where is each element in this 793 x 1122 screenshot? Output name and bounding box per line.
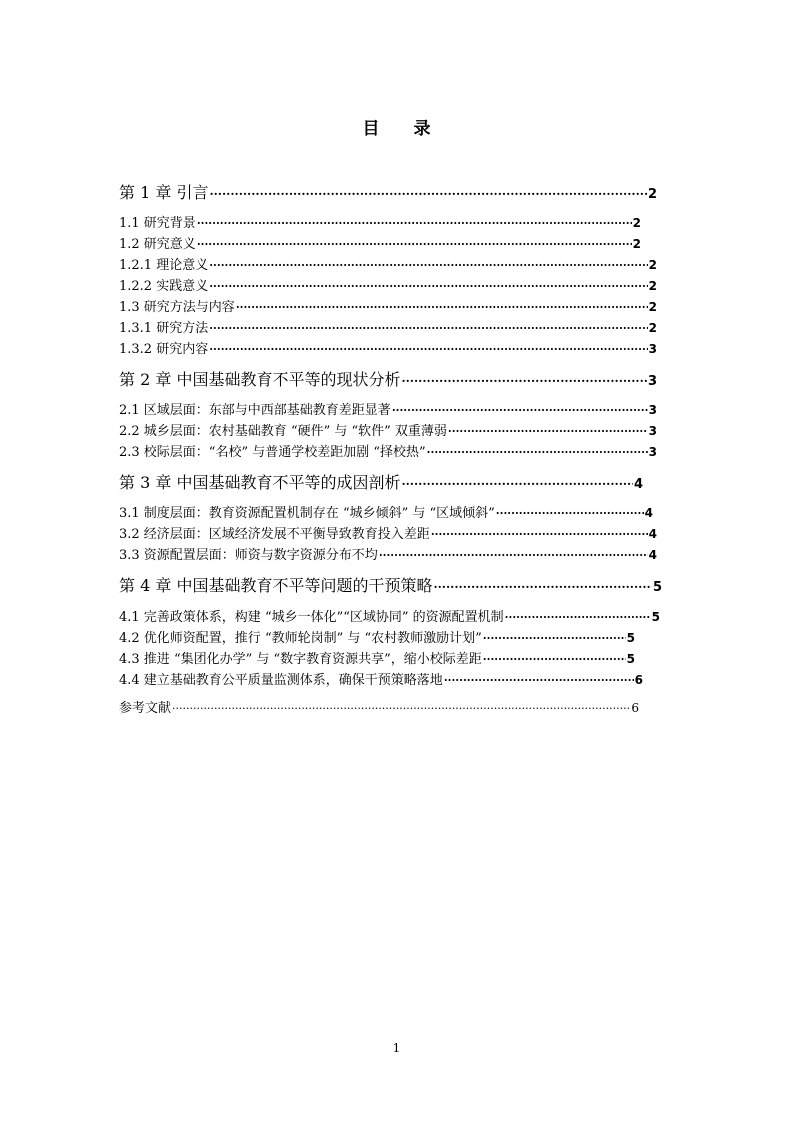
- dot-leader: [505, 610, 651, 625]
- toc-entry-page: 3: [648, 403, 657, 417]
- toc-entry-page: 3: [648, 445, 657, 459]
- toc-entry-page: 6: [634, 673, 643, 687]
- toc-entry-label: 4.4 建立基础教育公平质量监测体系，确保干预策略落地: [119, 673, 443, 688]
- toc-entry-chapter-2[interactable]: [119, 367, 657, 389]
- toc-entry-label: 1.2 研究意义: [119, 237, 196, 252]
- dot-leader: [448, 424, 648, 439]
- toc-entry-page: 2: [648, 321, 657, 335]
- toc-entry-page: 2: [632, 237, 641, 251]
- toc-entry-label: 2.2 城乡层面：农村基础教育 “硬件” 与 “软件” 双重薄弱: [119, 424, 447, 439]
- toc-entry-page: 4: [648, 527, 657, 541]
- dot-leader: [401, 473, 633, 492]
- dot-leader: [496, 506, 644, 521]
- toc-entry-1-2-2[interactable]: [119, 275, 657, 294]
- dot-leader: [236, 300, 648, 315]
- toc-entry-page: 5: [626, 652, 635, 666]
- toc-entry-2-2[interactable]: [119, 420, 657, 439]
- toc-entry-4-1[interactable]: [119, 606, 660, 625]
- dot-leader: [401, 370, 647, 389]
- toc-entry-label: 第 3 章 中国基础教育不平等的成因剖析: [119, 473, 401, 492]
- toc-entry-label: 3.2 经济层面：区域经济发展不平衡导致教育投入差距: [119, 527, 430, 542]
- toc-entry-label: 参考文献: [119, 701, 172, 716]
- toc-entry-page: 2: [647, 187, 657, 202]
- dot-leader: [427, 445, 648, 460]
- dot-leader: [392, 403, 648, 418]
- toc-entry-1-2[interactable]: [119, 233, 641, 252]
- toc-entry-page: 2: [632, 216, 641, 230]
- dot-leader: [209, 183, 647, 202]
- page-number: 1: [392, 1041, 401, 1055]
- toc-entry-page: 4: [644, 506, 653, 520]
- toc-entry-page: 6: [631, 701, 639, 715]
- dot-leader: [483, 652, 626, 667]
- dot-leader: [197, 237, 632, 252]
- toc-entry-3-1[interactable]: [119, 502, 653, 521]
- toc-entry-1-1[interactable]: [119, 212, 641, 231]
- toc-entry-label: 第 2 章 中国基础教育不平等的现状分析: [119, 370, 401, 389]
- toc-entry-chapter-1[interactable]: [119, 180, 657, 202]
- toc-entry-label: 1.2.1 理论意义: [119, 258, 209, 273]
- dot-leader: [483, 631, 626, 646]
- dot-leader: [431, 527, 648, 542]
- toc-entry-page: 2: [648, 258, 657, 272]
- toc-entry-page: 5: [626, 631, 635, 645]
- dot-leader: [209, 279, 647, 294]
- toc-entry-page: 3: [647, 374, 657, 389]
- toc-entry-label: 1.3.2 研究内容: [119, 342, 209, 357]
- toc-entry-page: 5: [652, 580, 662, 595]
- toc-entry-label: 1.2.2 实践意义: [119, 279, 209, 294]
- toc-entry-1-3[interactable]: [119, 296, 657, 315]
- toc-entry-label: 第 4 章 中国基础教育不平等问题的干预策略: [119, 576, 433, 595]
- toc-entry-2-3[interactable]: [119, 441, 657, 460]
- toc-entry-page: 4: [648, 548, 657, 562]
- dot-leader: [209, 321, 647, 336]
- toc-entry-2-1[interactable]: [119, 399, 657, 418]
- toc-entry-4-3[interactable]: [119, 648, 635, 667]
- dot-leader: [209, 342, 647, 357]
- toc-entry-page: 5: [651, 610, 660, 624]
- toc-entry-page: 2: [648, 300, 657, 314]
- toc-entry-label: 3.1 制度层面：教育资源配置机制存在 “城乡倾斜” 与 “区域倾斜”: [119, 506, 495, 521]
- toc-entry-label: 4.2 优化师资配置，推行 “教师轮岗制” 与 “农村教师激励计划”: [119, 631, 482, 646]
- dot-leader: [444, 673, 634, 688]
- dot-leader: [379, 548, 648, 563]
- toc-entry-chapter-3[interactable]: [119, 470, 643, 492]
- toc-entry-label: 4.3 推进 “集团化办学” 与 “数字教育资源共享”，缩小校际差距: [119, 652, 482, 667]
- toc-entry-page: 3: [648, 424, 657, 438]
- toc-entry-label: 第 1 章 引言: [119, 183, 209, 202]
- dot-leader: [197, 216, 632, 231]
- toc-entry-references[interactable]: [119, 697, 639, 716]
- toc-entry-4-2[interactable]: [119, 627, 635, 646]
- toc-entry-1-2-1[interactable]: [119, 254, 657, 273]
- toc-entry-4-4[interactable]: [119, 669, 643, 688]
- toc-entry-3-3[interactable]: [119, 544, 657, 563]
- toc-entry-3-2[interactable]: [119, 523, 657, 542]
- toc-entry-1-3-1[interactable]: [119, 317, 657, 336]
- toc-entry-chapter-4[interactable]: [119, 573, 662, 595]
- toc-entry-label: 1.3 研究方法与内容: [119, 300, 235, 315]
- toc-entry-label: 3.3 资源配置层面：师资与数字资源分布不均: [119, 548, 378, 563]
- toc-entry-1-3-2[interactable]: [119, 338, 657, 357]
- dot-leader: [433, 576, 652, 595]
- toc-title: 目 录: [362, 119, 445, 139]
- dot-leader: [209, 258, 647, 273]
- toc-entry-label: 4.1 完善政策体系，构建 “城乡一体化”“区域协同” 的资源配置机制: [119, 610, 504, 625]
- toc-entry-label: 2.1 区域层面：东部与中西部基础教育差距显著: [119, 403, 391, 418]
- toc-entry-label: 1.1 研究背景: [119, 216, 196, 231]
- toc-entry-page: 3: [648, 342, 657, 356]
- toc-entry-page: 4: [633, 477, 643, 492]
- toc-entry-label: 2.3 校际层面：“名校” 与普通学校差距加剧 “择校热”: [119, 445, 426, 460]
- dot-leader: [172, 701, 630, 716]
- toc-entry-page: 2: [648, 279, 657, 293]
- toc-entry-label: 1.3.1 研究方法: [119, 321, 209, 336]
